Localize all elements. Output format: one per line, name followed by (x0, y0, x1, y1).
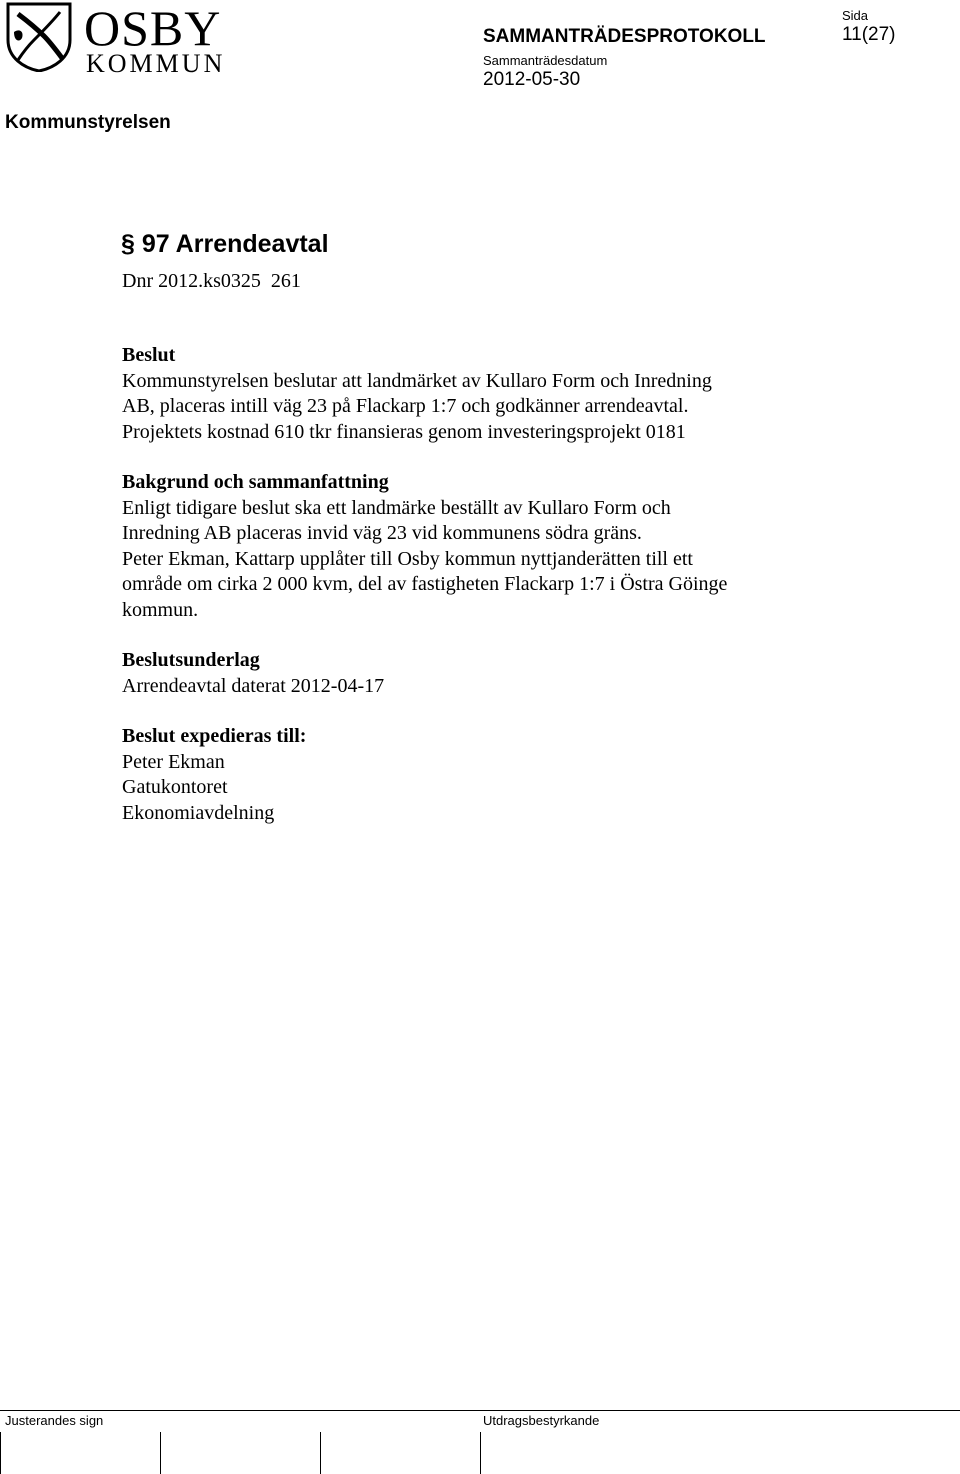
logo-kommun: KOMMUN (86, 49, 226, 78)
expedieras-recipient: Gatukontoret (122, 776, 228, 798)
bakgrund-line: Peter Ekman, Kattarp upplåter till Osby kommun nyttjanderätten till ett (122, 547, 693, 570)
bakgrund-line: område om cirka 2 000 kvm, del av fastigheten Flackarp 1:7 i Östra Göinge (122, 573, 728, 595)
expedieras-recipient: Ekonomiavdelning (122, 801, 275, 824)
page-label: Sida (842, 8, 869, 23)
bakgrund-line: Inredning AB placeras invid väg 23 vid kommunens södra gräns. (122, 522, 642, 544)
paragraph-title: § 97 Arrendeavtal (121, 230, 329, 258)
bakgrund-heading: Bakgrund och sammanfattning (122, 471, 389, 493)
beslut-line: AB, placeras intill väg 23 på Flackarp 1:7 och godkänner arrendeavtal. (122, 395, 689, 417)
protocol-content (122, 343, 922, 826)
beslut-heading: Beslut (122, 344, 176, 366)
spacer (122, 445, 922, 470)
osby-crest-logo (4, 2, 74, 72)
expedieras-heading: Beslut expedieras till: (122, 725, 307, 747)
body-name: Kommunstyrelsen (5, 112, 171, 133)
expedieras-recipient: Peter Ekman (122, 750, 225, 773)
sign-box-divider (0, 1432, 1, 1474)
bakgrund-line: kommun. (122, 598, 199, 621)
beslut-line: Kommunstyrelsen beslutar att landmärket av Kullaro Form och Inredning (122, 369, 712, 392)
sign-box-divider (160, 1432, 161, 1474)
meeting-date-label: Sammanträdesdatum (483, 53, 608, 68)
page-number: 11(27) (842, 24, 896, 45)
meeting-date-value: 2012-05-30 (483, 69, 581, 90)
justerandes-sign-label: Justerandes sign (5, 1413, 104, 1428)
sign-box-divider (320, 1432, 321, 1474)
bakgrund-line: Enligt tidigare beslut ska ett landmärke beställt av Kullaro Form och (122, 496, 671, 519)
sign-box-divider (480, 1432, 481, 1474)
utdragsbestyrkande-label: Utdragsbestyrkande (483, 1413, 600, 1428)
footer-divider (0, 1410, 960, 1411)
logo-osby: OSBY (84, 0, 222, 56)
spacer (122, 699, 922, 724)
beslut-line: Projektets kostnad 610 tkr finansieras genom investeringsprojekt 0181 (122, 420, 686, 443)
underlag-heading: Beslutsunderlag (122, 649, 260, 671)
spacer (122, 623, 922, 648)
document-type: SAMMANTRÄDESPROTOKOLL (483, 26, 766, 47)
dnr: Dnr 2012.ks0325 261 (122, 270, 301, 292)
underlag-line: Arrendeavtal daterat 2012-04-17 (122, 674, 385, 697)
